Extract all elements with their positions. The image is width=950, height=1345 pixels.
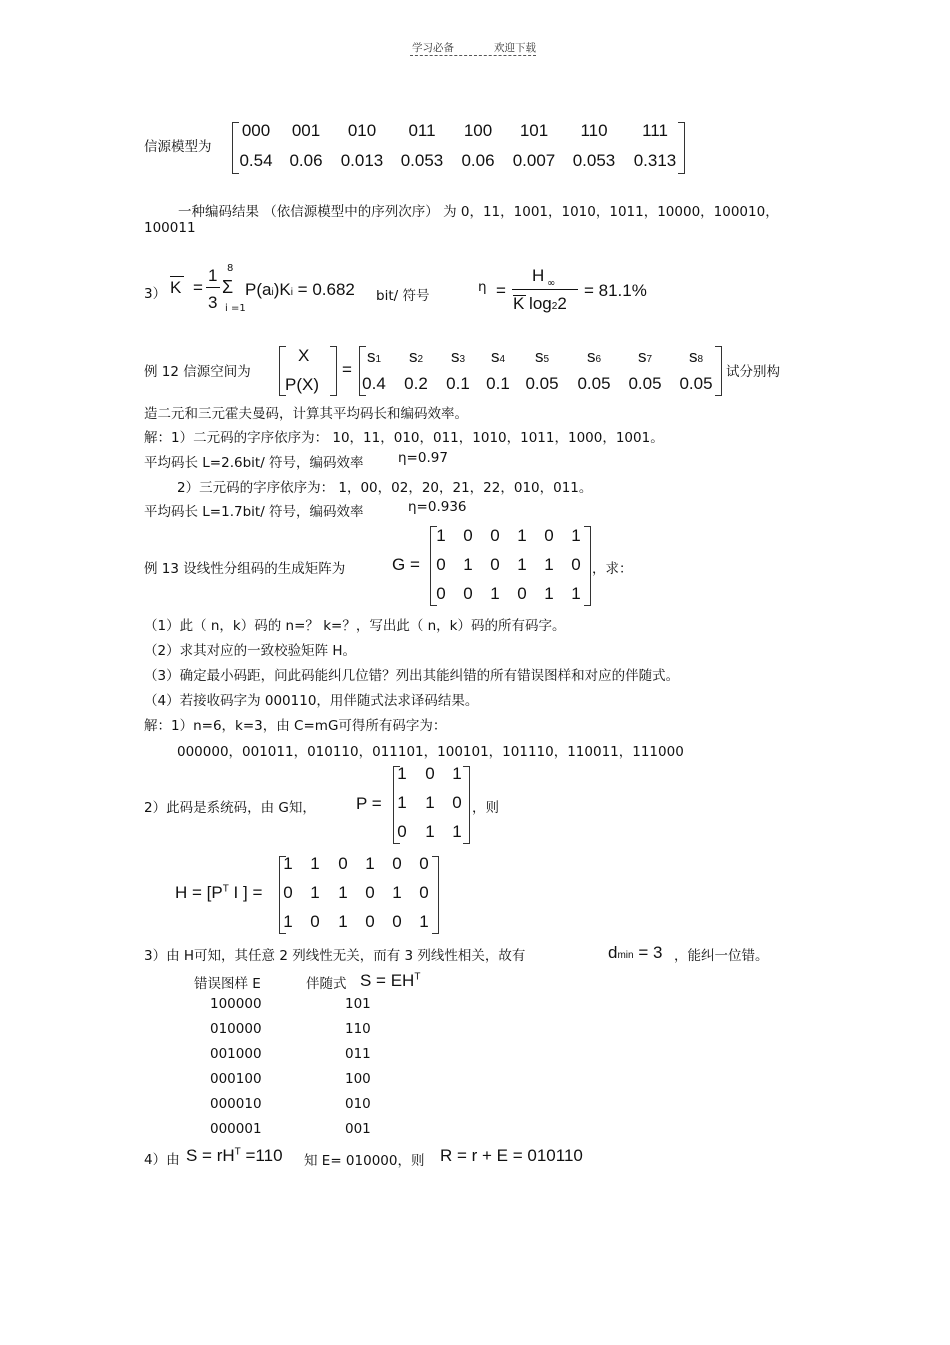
decoded-result: R = r + E = 010110: [440, 1146, 583, 1165]
encoding-result-line1: 一种编码结果 （依信源模型中的序列次序） 为 0，11，1001，1010，1011，10000，100010，: [178, 204, 779, 220]
error-pattern: 000001: [210, 1121, 262, 1137]
error-pattern: 000100: [210, 1071, 262, 1087]
probability-cell: 0.313: [633, 151, 677, 170]
syndrome-formula: S = EH: [360, 971, 415, 990]
example13-label: 例 13 设线性分组码的生成矩阵为: [144, 561, 346, 577]
eta: η: [478, 279, 487, 295]
symbol-probability: 0.05: [679, 374, 713, 393]
unit: bit/ 符号: [376, 288, 430, 304]
solution-3-tail: ，能纠一位错。: [674, 948, 769, 964]
h-matrix-cell: 1: [283, 854, 293, 873]
p-matrix-cell: 1: [452, 822, 462, 841]
question-1: （1）此（ n，k）码的 n=？ k=？，写出此（ n，k）码的所有码字。: [144, 618, 566, 634]
sum-lower: i =1: [225, 303, 246, 314]
solution-3: 3）由 H可知，其任意 2 列线性无关，而有 3 列线性相关，故有: [144, 948, 526, 964]
equals: =: [342, 360, 352, 379]
p-matrix-cell: 0: [452, 793, 462, 812]
k-overline-2: [513, 295, 526, 296]
symbol-subscript: 5: [543, 354, 550, 365]
h-matrix-cell: 0: [419, 883, 429, 902]
k-overline: [170, 276, 184, 277]
sigma: Σ: [222, 277, 234, 297]
lhs-right-bracket: [330, 346, 337, 396]
probability-cell: 0.06: [461, 151, 495, 170]
g-matrix-cell: 0: [490, 526, 500, 545]
fraction-line-2: [512, 289, 578, 290]
h-matrix-cell: 1: [338, 883, 348, 902]
k-term: )K: [273, 280, 291, 299]
fraction-denominator: 3: [208, 293, 218, 312]
symbol-letter: s: [366, 347, 376, 366]
error-pattern: 001000: [210, 1046, 262, 1062]
d-min-value: = 3: [638, 943, 663, 962]
solution-4-mid: 知 E= 010000，则: [304, 1153, 425, 1169]
g-matrix-cell: 0: [463, 526, 473, 545]
h-matrix-cell: 1: [283, 912, 293, 931]
syndrome: 101: [345, 996, 371, 1012]
solution-binary: 解：1）二元码的字序依序为： 10，11，010，011，1010，1011，1000，1001。: [144, 430, 664, 446]
syndrome: 010: [345, 1096, 371, 1112]
d-min-sub: min: [617, 950, 634, 961]
g-matrix-cell: 0: [490, 555, 500, 574]
example12-tail: 试分别构: [726, 364, 780, 380]
symbol-probability: 0.4: [362, 374, 386, 393]
symbol-letter: s: [450, 347, 460, 366]
g-matrix-cell: 1: [544, 555, 554, 574]
p-matrix-cell: 1: [397, 764, 407, 783]
symbol-subscript: 7: [646, 354, 653, 365]
avg-length-binary: 平均码长 L=2.6bit/ 符号，编码效率: [144, 455, 364, 471]
probability-cell: 0.053: [572, 151, 616, 170]
h-matrix-cell: 0: [338, 854, 348, 873]
d-min: d: [608, 943, 618, 962]
symbol-subscript: 1: [375, 354, 382, 365]
table-head-error: 错误图样 E: [194, 976, 261, 992]
symbol-letter: s: [688, 347, 698, 366]
p-matrix-cell: 1: [425, 822, 435, 841]
log-base: 2: [551, 301, 558, 312]
efficiency-result: = 81.1%: [584, 281, 647, 300]
symbol-cell: [666, 347, 726, 367]
example12-label: 例 12 信源空间为: [144, 364, 251, 380]
g-matrix-cell: 0: [463, 584, 473, 603]
solution-4: 4）由: [144, 1152, 180, 1168]
symbol-letter: s: [408, 347, 418, 366]
symbol-subscript: 8: [697, 354, 704, 365]
probability-cell: 0.007: [512, 151, 556, 170]
solution-ternary: 2）三元码的字序依序为： 1，00，02，20，21，22，010，011。: [177, 480, 593, 496]
symbol-letter: s: [534, 347, 544, 366]
g-matrix-cell: 1: [571, 526, 581, 545]
header-right: 欢迎下载: [494, 42, 536, 54]
p-matrix-cell: 1: [425, 793, 435, 812]
g-matrix-cell: 1: [436, 526, 446, 545]
syndrome: 110: [345, 1021, 371, 1037]
k-log: K log: [513, 294, 552, 313]
infinity-sub: ∞: [547, 278, 556, 289]
transpose: T: [222, 883, 229, 895]
probability-cell: 0.06: [289, 151, 323, 170]
symbol-letter: s: [637, 347, 647, 366]
probability-cell: 0.013: [340, 151, 384, 170]
probability-cell: 0.053: [400, 151, 444, 170]
symbol-probability: 0.05: [525, 374, 559, 393]
g-symbol: G =: [392, 555, 420, 574]
h-matrix-cell: 0: [310, 912, 320, 931]
g-matrix-cell: 0: [436, 584, 446, 603]
prob-term: P(a: [245, 280, 272, 299]
g-matrix-cell: 1: [544, 584, 554, 603]
h-symbol: H = [P: [175, 883, 223, 902]
header-divider: [410, 55, 536, 56]
k-bar: K: [170, 278, 182, 297]
example13-tail: ，求：: [592, 561, 633, 577]
sequence-cell: 110: [580, 121, 608, 140]
efficiency-binary: η=0.97: [398, 450, 448, 466]
h-matrix-cell: 0: [365, 912, 375, 931]
sub-i2: i: [290, 287, 293, 298]
error-pattern: 000010: [210, 1096, 262, 1112]
transpose-3: T: [234, 1146, 241, 1158]
g-matrix-cell: 1: [463, 555, 473, 574]
log-arg: 2: [557, 294, 567, 313]
error-pattern: 100000: [210, 996, 262, 1012]
g-matrix-cell: 0: [544, 526, 554, 545]
transpose-2: T: [414, 971, 421, 983]
h-matrix-cell: 1: [310, 883, 320, 902]
step-label: 3）: [144, 286, 167, 302]
h-matrix-cell: 0: [365, 883, 375, 902]
symbol-subscript: 4: [499, 354, 506, 365]
g-matrix-cell: 1: [571, 584, 581, 603]
h-identity: I ] =: [228, 883, 263, 902]
p-matrix-cell: 0: [397, 822, 407, 841]
h-matrix-cell: 0: [283, 883, 293, 902]
symbol-subscript: 3: [459, 354, 466, 365]
solution-1: 解：1）n=6，k=3，由 C=mG可得所有码字为：: [144, 718, 447, 734]
fraction-line: [206, 287, 220, 288]
sequence-cell: 010: [347, 121, 377, 140]
symbol-probability: 0.05: [577, 374, 611, 393]
h-matrix-cell: 0: [419, 854, 429, 873]
s-value: =110: [245, 1146, 283, 1165]
avg-length-value: = 0.682: [297, 280, 355, 299]
symbol-letter: s: [586, 347, 596, 366]
g-matrix-cell: 0: [571, 555, 581, 574]
symbol-subscript: 6: [595, 354, 602, 365]
syndrome: 001: [345, 1121, 371, 1137]
example12-line2: 造二元和三元霍夫曼码，计算其平均码长和编码效率。: [144, 406, 468, 422]
symbol-probability: 0.1: [446, 374, 470, 393]
symbol-probability: 0.05: [628, 374, 662, 393]
h-matrix-cell: 1: [365, 854, 375, 873]
source-model-label: 信源模型为: [144, 139, 212, 155]
sequence-cell: 011: [408, 121, 436, 140]
equals-2: =: [496, 281, 506, 300]
h-matrix-cell: 0: [392, 912, 402, 931]
table-head-syndrome: 伴随式: [306, 976, 347, 992]
g-matrix-cell: 0: [436, 555, 446, 574]
h-matrix-cell: 0: [392, 854, 402, 873]
sequence-cell: 001: [291, 121, 321, 140]
sequence-cell: 000: [241, 121, 271, 140]
sum-upper: 8: [227, 263, 234, 274]
h-matrix-cell: 1: [419, 912, 429, 931]
sequence-cell: 111: [642, 121, 668, 140]
syndrome: 011: [345, 1046, 371, 1062]
sequence-cell: 101: [519, 121, 549, 140]
sub-i: i: [271, 287, 274, 298]
g-matrix-cell: 1: [517, 555, 527, 574]
probability-px: P(X): [285, 375, 319, 394]
question-2: （2）求其对应的一致校验矩阵 H。: [144, 643, 357, 659]
header-left: 学习必备: [412, 42, 454, 54]
sequence-cell: 100: [463, 121, 493, 140]
solution-2-tail: ，则: [472, 800, 499, 816]
question-3: （3）确定最小码距，问此码能纠几位错？列出其能纠错的所有错误图样和对应的伴随式。: [144, 668, 680, 684]
p-matrix-cell: 1: [452, 764, 462, 783]
symbol-letter: s: [490, 347, 500, 366]
g-matrix-cell: 1: [490, 584, 500, 603]
efficiency-ternary: η=0.936: [408, 499, 467, 515]
error-pattern: 010000: [210, 1021, 262, 1037]
g-matrix-cell: 1: [517, 526, 527, 545]
symbol-cell: [512, 347, 572, 367]
question-4: （4）若接收码字为 000110，用伴随式法求译码结果。: [144, 693, 479, 709]
solution-2: 2）此码是系统码，由 G知，: [144, 800, 316, 816]
s-formula: S = rH: [186, 1146, 235, 1165]
avg-length-ternary: 平均码长 L=1.7bit/ 符号，编码效率: [144, 504, 364, 520]
g-matrix-cell: 0: [517, 584, 527, 603]
fraction-numerator: 1: [208, 266, 218, 285]
codewords-list: 000000，001011，010110，011101，100101，101110，110011，111000: [177, 744, 684, 760]
h-matrix-cell: 1: [338, 912, 348, 931]
h-numerator: H: [532, 266, 545, 285]
p-symbol: P =: [356, 794, 382, 813]
h-matrix-cell: 1: [392, 883, 402, 902]
equals: =: [193, 278, 203, 297]
p-matrix-cell: 1: [397, 793, 407, 812]
random-variable-x: X: [298, 346, 310, 365]
encoding-result-line2: 100011: [144, 220, 196, 236]
syndrome: 100: [345, 1071, 371, 1087]
p-matrix-cell: 0: [425, 764, 435, 783]
symbol-probability: 0.1: [486, 374, 510, 393]
symbol-subscript: 2: [417, 354, 424, 365]
probability-cell: 0.54: [239, 151, 273, 170]
symbol-probability: 0.2: [404, 374, 428, 393]
h-matrix-cell: 1: [310, 854, 320, 873]
